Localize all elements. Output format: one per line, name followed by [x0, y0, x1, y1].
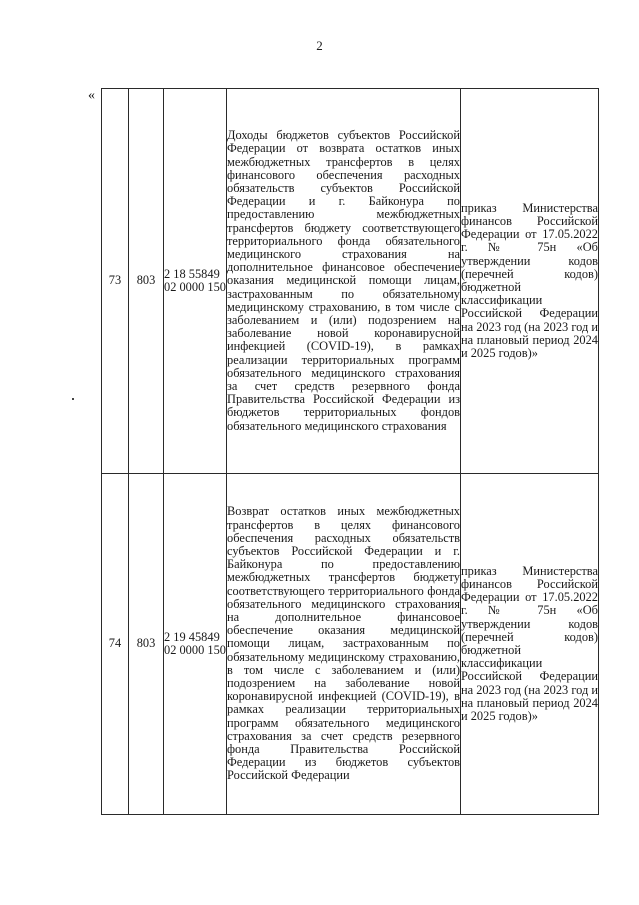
page-number: 2 [316, 38, 323, 53]
income-description: Доходы бюджетов субъектов Российской Федерации от возврата остатков иных межбюджетных трансфертов в целях финансового обеспечения расходных обязательств субъектов Российской Федерации и г. Байконура по предоставлению межбюджетных трансфертов бюджету соответствующего территориального фонда обязательного медицинского страхования на дополнительное финансовое обеспечение оказания медицинской помощи лицам, застрахованным по обязательному медицинскому страхованию, в том числе с заболеванием и (или) подозрением на заболевание новой коронавирусной инфекцией (COVID-19), в рамках реализации территориальных программ обязательного медицинского страхования за счет средств резервного фонда Правительства Российской Федерации из бюджетов территориальных фондов обязательного медицинского страхования [227, 89, 461, 474]
scan-dot [72, 398, 74, 400]
opening-quote-mark: « [88, 88, 95, 103]
legal-basis: приказ Министерства финансов Российской Федерации от 17.05.2022 г. № 75н «Об утверждении кодов (перечней кодов) бюджетной классификации Российской Федерации на 2023 год (на 2023 год и на плановый период 2024 и 2025 годов)» [461, 89, 599, 474]
admin-code: 803 [129, 89, 164, 474]
classification-table [101, 88, 599, 815]
row-number: 74 [102, 474, 129, 815]
table-row [102, 89, 599, 474]
legal-basis: приказ Министерства финансов Российской Федерации от 17.05.2022 г. № 75н «Об утверждении кодов (перечней кодов) бюджетной классификации Российской Федерации на 2023 год (на 2023 год и на плановый период 2024 и 2025 годов)» [461, 474, 599, 815]
admin-code: 803 [129, 474, 164, 815]
row-number: 73 [102, 89, 129, 474]
budget-classification-code: 2 18 55849 02 0000 150 [164, 89, 227, 474]
table-row [102, 474, 599, 815]
income-description: Возврат остатков иных межбюджетных трансфертов в целях финансового обеспечения расходных обязательств субъектов Российской Федерации и г. Байконура по предоставлению межбюджетных трансфертов бюджету соответствующего территориального фонда обязательного медицинского страхования на дополнительное финансовое обеспечение оказания медицинской помощи лицам, застрахованным по обязательному медицинскому страхованию, в том числе с заболеванием и (или) подозрением на заболевание новой коронавирусной инфекцией (COVID-19), в рамках реализации территориальных программ обязательного медицинского страхования за счет средств резервного фонда Правительства Российской Федерации из бюджетов субъектов Российской Федерации [227, 474, 461, 815]
budget-classification-code: 2 19 45849 02 0000 150 [164, 474, 227, 815]
